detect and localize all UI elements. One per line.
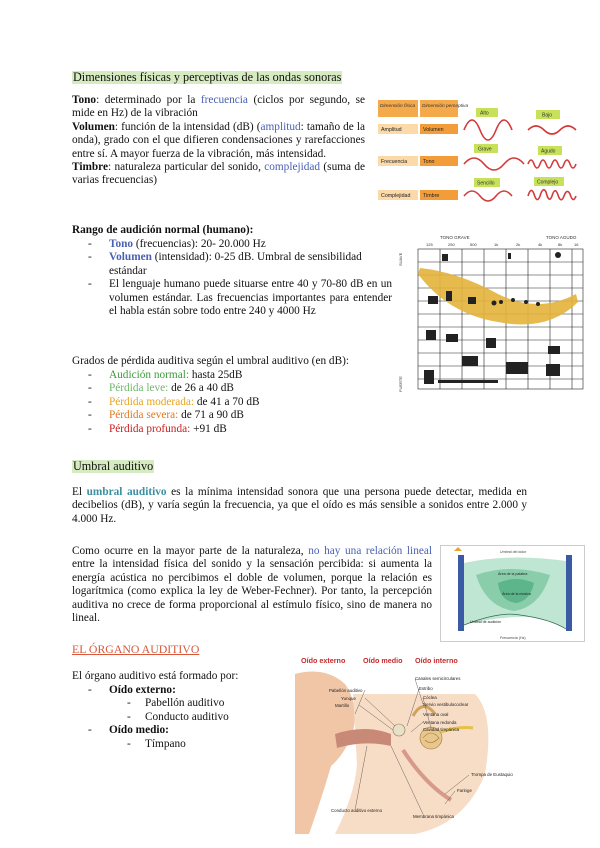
svg-text:16: 16: [574, 242, 579, 247]
row1-perc: Volumen: [423, 127, 444, 133]
svg-text:2k: 2k: [516, 242, 521, 247]
def-timbre: Timbre: naturaleza particular del sonido, complejidad (suma de varias frecuencias): [72, 161, 366, 187]
svg-text:Cóclea: Cóclea: [423, 695, 437, 700]
wave-agudo: Agudo: [541, 148, 556, 155]
organo-intro: El órgano auditivo está formado por:: [72, 670, 239, 682]
wave-dimensions-figure: [378, 100, 583, 208]
audiogram-left-top: SUAVE: [398, 252, 403, 266]
svg-text:8k: 8k: [558, 242, 563, 247]
umbral-paragraph-1: El umbral auditivo es la mínima intensidad sonora que una persona puede detectar, medida en decibelios (dB), y varía según la frecuencia, ya que el oído es más sensible a sonidos entre 2.000 y 4.000 Hz.: [72, 486, 527, 525]
svg-text:Faringe: Faringe: [457, 788, 472, 793]
audiogram-freq-ticks: [426, 242, 579, 247]
svg-text:Canales semicirculares: Canales semicirculares: [415, 676, 461, 681]
row2-perc: Tono: [423, 159, 435, 165]
svg-text:Nervio vestibulococlear: Nervio vestibulococlear: [423, 702, 469, 707]
svg-text:Yunque: Yunque: [341, 696, 356, 701]
svg-text:125: 125: [426, 242, 433, 247]
grados-list: [72, 369, 372, 436]
row1-phys: Amplitud: [381, 127, 402, 133]
header-phys-text: Dimensión física: [380, 104, 416, 109]
ear-anatomy-figure: [295, 654, 540, 834]
umbral-paragraph-2: Como ocurre en la mayor parte de la naturaleza, no hay una relación lineal entre la intensidad física del sonido y la sensación percibida: si aumenta la energía acústica no percibimos el doble de volumen, porque la relación es logarítmica (como explica la ley de Weber-Fechner). Por tanto, la percepción auditiva no crece de forma proporcional al estímulo físico, sino de manera no lineal.: [72, 545, 433, 625]
rango-item-lenguaje: - El lenguaje humano puede situarse entre 40 y 70-80 dB en un volumen estándar. Las frecuencias importantes para entender el habla están sobre todo entre 240 y 4000 Hz: [72, 278, 392, 318]
wave-simple: [464, 191, 512, 201]
audiogram-top-left: TONO GRAVE: [440, 235, 470, 240]
grado-normal: - Audición normal: hasta 25dB: [72, 369, 372, 382]
threshold-music-label: Área de la música: [502, 592, 531, 596]
rango-item-volumen: - Volumen (intensidad): 0-25 dB. Umbral de sensibilidad estándar: [72, 251, 392, 278]
grados-intro: Grados de pérdida auditiva según el umbral auditivo (en dB):: [72, 355, 350, 367]
row3-phys: Complejidad: [381, 193, 411, 199]
link-frecuencia: frecuencia: [200, 94, 248, 106]
svg-text:250: 250: [448, 242, 455, 247]
threshold-top-label: Umbral del dolor: [500, 550, 527, 554]
ear-h-externo: Oído externo: [301, 656, 346, 665]
section-title-umbral: Umbral auditivo: [73, 459, 154, 473]
audiogram-left-bottom: FUERTE: [398, 376, 403, 392]
organo-externo-item-1: - Pabellón auditivo: [127, 697, 225, 710]
svg-text:Conducto auditivo externo: Conducto auditivo externo: [331, 808, 383, 813]
rango-item-tono: - Tono (frecuencias): 20- 20.000 Hz: [72, 238, 392, 251]
section-title-organo: EL ÓRGANO AUDITIVO: [72, 642, 200, 656]
svg-text:Martillo: Martillo: [335, 703, 350, 708]
svg-text:Cavidad timpánica: Cavidad timpánica: [423, 727, 460, 732]
svg-text:4k: 4k: [538, 242, 543, 247]
svg-text:Membrana timpánica: Membrana timpánica: [413, 814, 454, 819]
rango-list: [72, 238, 392, 318]
wave-alto: Alto: [480, 110, 489, 117]
def-tono: Tono: determinado por la frecuencia (ciclos por segundo, se mide en Hz) de la vibración: [72, 94, 365, 120]
organo-externo-item-2: - Conducto auditivo: [127, 710, 229, 723]
definitions-block: [72, 94, 365, 188]
grado-severa: - Pérdida severa: de 71 a 90 dB: [72, 409, 372, 422]
grado-leve: - Pérdida leve: de 26 a 40 dB: [72, 382, 372, 395]
organo-medio: - Oído medio:: [88, 724, 169, 737]
wave-bajo: Bajo: [542, 112, 553, 119]
grado-moderada: - Pérdida moderada: de 41 a 70 dB: [72, 396, 372, 409]
row3-perc: Timbre: [423, 193, 440, 199]
wave-complejo: Complejo: [537, 179, 559, 186]
wave-complex: [528, 190, 576, 200]
wave-low-amp: [528, 126, 576, 134]
svg-text:Ventana redonda: Ventana redonda: [423, 720, 457, 725]
ear-h-interno: Oído interno: [415, 656, 458, 665]
svg-text:500: 500: [470, 242, 477, 247]
ear-h-medio: Oído medio: [363, 656, 403, 665]
threshold-xlabel: Frecuencia (Hz): [500, 636, 526, 640]
audiogram-figure: [398, 234, 586, 394]
section-title-dimensiones: Dimensiones físicas y perceptivas de las ondas sonoras: [73, 70, 342, 84]
threshold-figure: [440, 545, 585, 642]
wave-low-freq: [464, 158, 524, 170]
wave-grave: Grave: [478, 146, 492, 153]
threshold-bottom-label: Umbral de audición: [470, 620, 501, 624]
organo-list: [72, 684, 282, 751]
wave-high-amp: [464, 120, 512, 140]
organo-medio-item-1: - Tímpano: [127, 737, 186, 750]
svg-text:Ventana oval: Ventana oval: [423, 712, 449, 717]
link-complejidad: complejidad: [264, 161, 321, 174]
svg-text:1k: 1k: [494, 242, 499, 247]
threshold-right-bar: [566, 555, 572, 631]
organo-externo: - Oído externo:: [88, 684, 176, 696]
ear-svg: [295, 654, 540, 834]
svg-text:Trompa de Eustaquio: Trompa de Eustaquio: [471, 772, 513, 777]
audiogram-top-right: TONO AGUDO: [546, 235, 577, 240]
audiogram-svg: [398, 234, 586, 394]
threshold-svg: [440, 545, 585, 642]
wave-table-svg: [378, 100, 583, 208]
threshold-left-bar: [458, 555, 464, 631]
wave-high-freq: [528, 160, 576, 168]
threshold-mid-label: Área de la palabra: [498, 572, 528, 576]
svg-text:Pabellón auditivo: Pabellón auditivo: [329, 688, 363, 693]
link-amplitud: amplitud: [260, 120, 301, 133]
header-perc-text: Dimensión perceptiva: [422, 104, 469, 109]
row2-phys: Frecuencia: [381, 159, 408, 165]
grado-profunda: - Pérdida profunda: +91 dB: [72, 423, 372, 436]
rango-title: Rango de audición normal (humano):: [72, 224, 254, 236]
svg-text:Estribo: Estribo: [419, 686, 433, 691]
def-volumen: Volumen: función de la intensidad (dB) (amplitud: tamaño de la onda), grado con el que difieren condensaciones y rarefacciones entre sí. A mayor fuerza de la vibración, más intensidad.: [72, 120, 365, 160]
wave-sencillo: Sencillo: [477, 180, 495, 187]
